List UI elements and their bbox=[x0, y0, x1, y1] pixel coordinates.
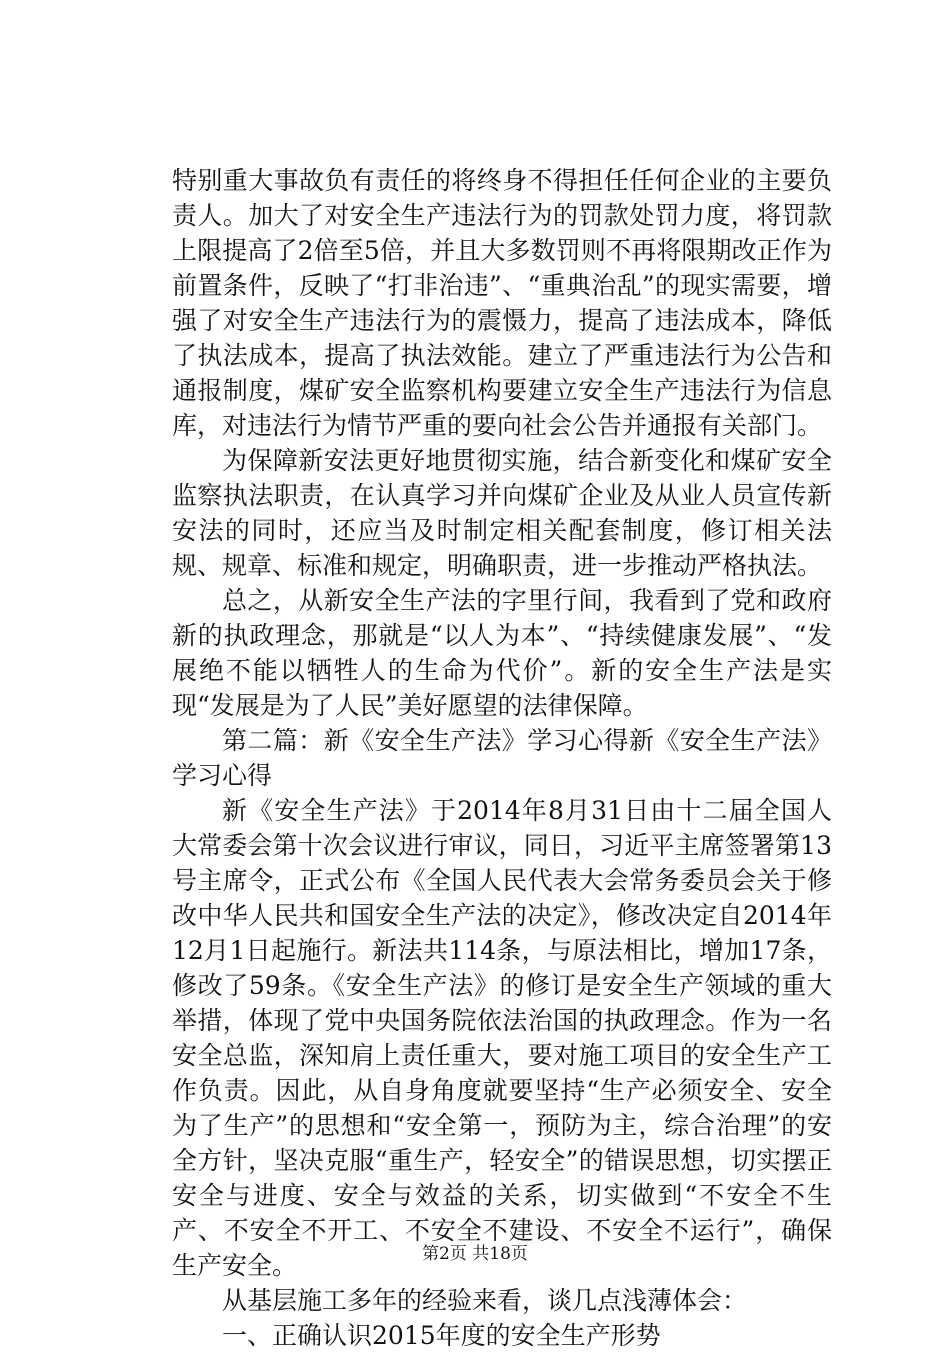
paragraph-experience-intro: 从基层施工多年的经验来看，谈几点浅薄体会： bbox=[222, 1286, 748, 1315]
paragraph-continued: 特别重大事故负有责任的将终身不得担任任何企业的主要负责人。加大了对安全生产违法行为的罚款处罚力度，将罚款上限提高了2倍至5倍，并且大多数罚则不再将限期改正作为前置条件，反映了“打非治违”、“重典治乱”的现实需要，增强了对安全生产违法行为的震慑力，提高了违法成本，降低了执法成本，提高了执法效能。建立了严重违法行为公告和通报制度，煤矿安全监察机构要建立安全生产违法行为信息库，对违法行为情节严重的要向社会公告并通报有关部门。 bbox=[172, 166, 832, 440]
paragraph-law-introduction: 新《安全生产法》于2014年8月31日由十二届全国人大常委会第十次会议进行审议，同日，习近平主席签署第13号主席令，正式公布《全国人民代表大会常务委员会关于修改中华人民共和国安全生产法的决定》，修改决定自2014年12月1日起施行。新法共114条，与原法相比，增加17条，修改了59条。《安全生产法》的修订是安全生产领域的重大举措，体现了党中央国务院依法治国的执政理念。作为一名安全总监，深知肩上责任重大，要对施工项目的安全生产工作负责。因此，从自身角度就要坚持“生产必须安全、安全为了生产”的思想和“安全第一，预防为主，综合治理”的安全方针，坚决克服“重生产，轻安全”的错误思想，切实摆正安全与进度、安全与效益的关系，切实做到“不安全不生产、不安全不开工、不安全不建设、不安全不运行”，确保生产安全。 bbox=[172, 796, 832, 1280]
subheading-item-one: 一、正确认识2015年度的安全生产形势 bbox=[222, 1321, 661, 1350]
page-number-footer: 第2页 共18页 bbox=[422, 1244, 528, 1264]
section-heading-part-two: 第二篇：新《安全生产法》学习心得新《安全生产法》学习心得 bbox=[172, 726, 832, 790]
paragraph-conclusion: 总之，从新安全生产法的字里行间，我看到了党和政府新的执政理念，那就是“以人为本”、“持续健康发展”、“发展绝不能以牺牲人的生命为代价”。新的安全生产法是实现“发展是为了人民”美好愿望的法律保障。 bbox=[172, 586, 832, 720]
document-body bbox=[172, 163, 832, 1353]
paragraph-implementation: 为保障新安法更好地贯彻实施，结合新变化和煤矿安全监察执法职责，在认真学习并向煤矿企业及从业人员宣传新安法的同时，还应当及时制定相关配套制度，修订相关法规、规章、标准和规定，明确职责，进一步推动严格执法。 bbox=[172, 446, 832, 580]
